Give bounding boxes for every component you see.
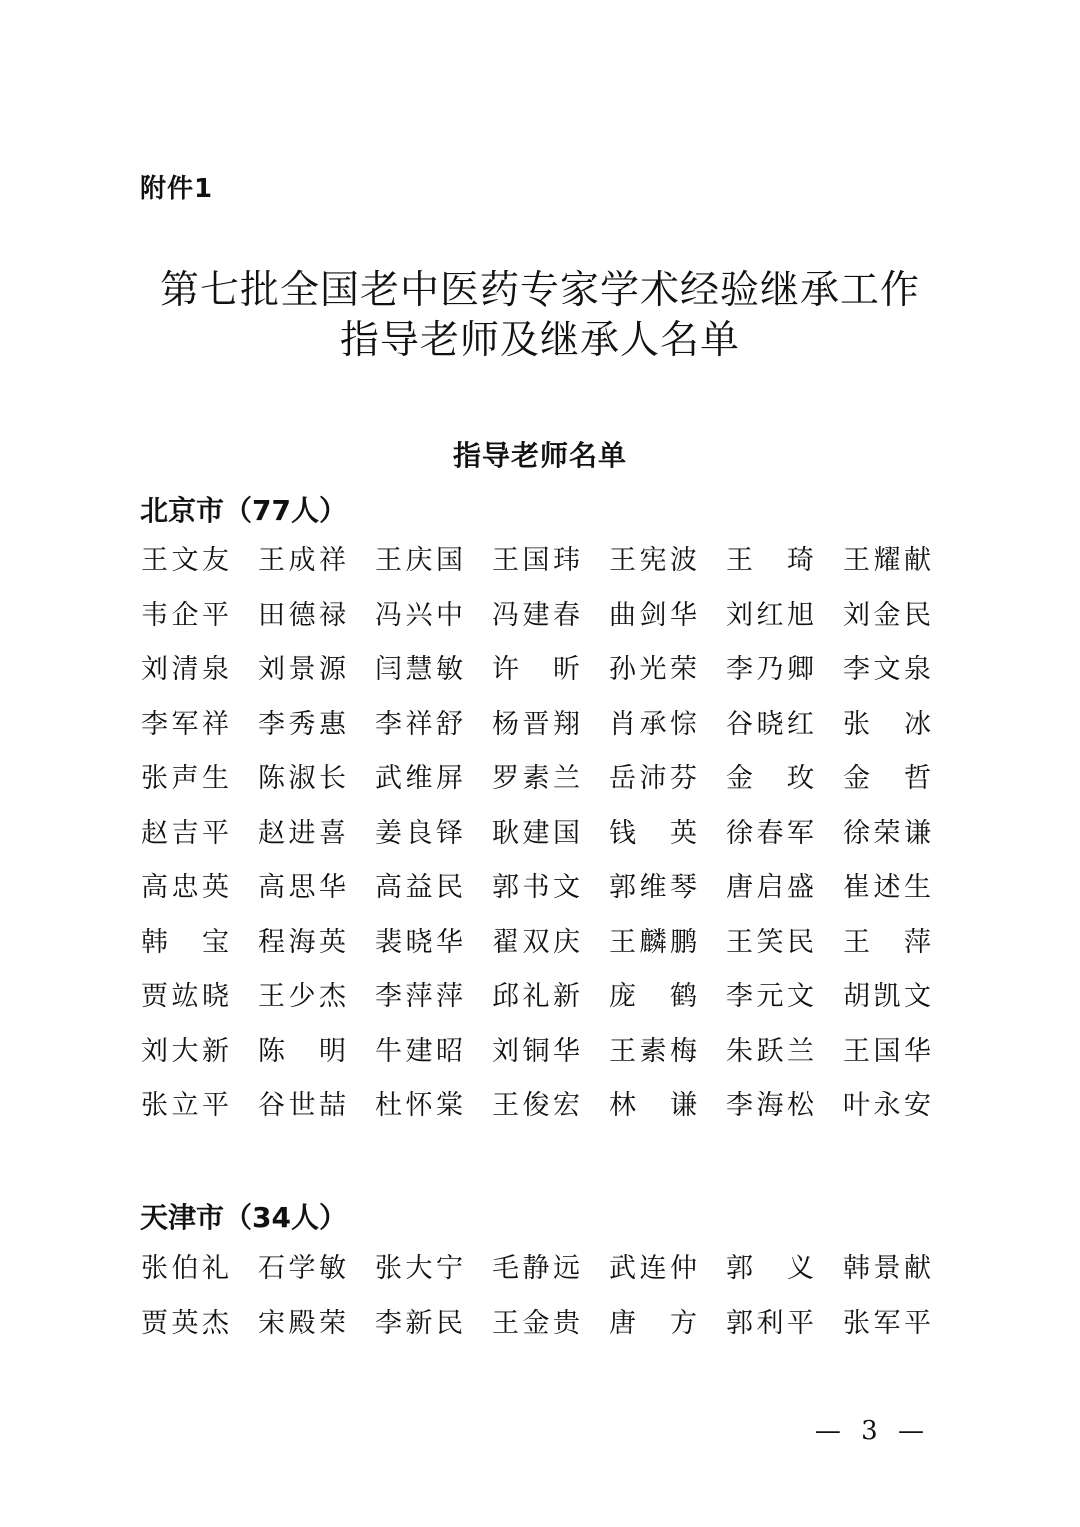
name-entry: 陈淑长: [258, 763, 346, 794]
name-entry: 田德禄: [258, 599, 346, 631]
name-entry: 崔述生: [843, 872, 931, 903]
name-entry: 张军平: [843, 1307, 931, 1339]
name-entry: 李军祥: [141, 708, 229, 740]
name-entry: 岳沛芬: [609, 763, 697, 794]
name-entry: 庞 鹤: [609, 981, 697, 1012]
name-entry: 王国玮: [492, 545, 580, 576]
name-entry: 张 冰: [843, 708, 931, 740]
name-entry: 姜良铎: [375, 817, 463, 849]
name-entry: 刘景源: [258, 654, 346, 685]
name-entry: 叶永安: [843, 1090, 931, 1121]
name-entry: 武连仲: [609, 1253, 697, 1284]
name-entry: 韩景献: [843, 1253, 931, 1284]
name-entry: 张立平: [141, 1090, 229, 1121]
name-entry: 李新民: [375, 1307, 463, 1339]
name-entry: 冯建春: [492, 599, 580, 631]
name-entry: 高益民: [375, 872, 463, 903]
name-entry: 王 萍: [843, 926, 931, 958]
name-entry: 朱跃兰: [726, 1035, 814, 1067]
name-entry: 韩 宝: [141, 926, 229, 958]
name-entry: 王耀献: [843, 545, 931, 576]
name-entry: 王庆国: [375, 545, 463, 576]
name-entry: 武维屏: [375, 763, 463, 794]
name-entry: 张大宁: [375, 1253, 463, 1284]
name-entry: 王文友: [141, 545, 229, 576]
name-entry: 王麟鹏: [609, 926, 697, 958]
section-heading-mentor-list: 指导老师名单: [452, 439, 627, 472]
region-heading-beijing: 北京市（77人）: [140, 494, 347, 527]
name-entry: 王少杰: [258, 981, 346, 1012]
name-entry: 程海英: [258, 926, 346, 958]
name-entry: 金 玫: [726, 763, 814, 794]
attachment-label: 附件1: [140, 174, 214, 204]
name-entry: 李乃卿: [726, 654, 814, 685]
name-entry: 王金贵: [492, 1307, 580, 1339]
name-entry: 牛建昭: [375, 1035, 463, 1067]
name-entry: 王素梅: [609, 1035, 697, 1067]
name-entry: 张声生: [141, 763, 229, 794]
name-entry: 钱 英: [609, 817, 697, 849]
name-grid-beijing: [141, 534, 931, 1134]
name-entry: 邱礼新: [492, 981, 580, 1012]
name-entry: 肖承悰: [609, 708, 697, 740]
document-title-line-2: 指导老师及继承人名单: [339, 318, 740, 363]
name-entry: 曲剑华: [609, 599, 697, 631]
name-entry: 宋殿荣: [258, 1307, 346, 1339]
name-entry: 刘清泉: [141, 654, 229, 685]
name-entry: 徐春军: [726, 817, 814, 849]
name-entry: 刘金民: [843, 599, 931, 631]
name-entry: 郭利平: [726, 1307, 814, 1339]
name-entry: 刘铜华: [492, 1035, 580, 1067]
name-entry: 翟双庆: [492, 926, 580, 958]
document-title-line-1: 第七批全国老中医药专家学术经验继承工作: [159, 268, 920, 313]
name-entry: 闫慧敏: [375, 654, 463, 685]
name-entry: 贾英杰: [141, 1307, 229, 1339]
name-grid-tianjin: [141, 1242, 931, 1351]
name-entry: 王宪波: [609, 545, 697, 576]
name-entry: 郭 义: [726, 1253, 814, 1284]
name-entry: 刘大新: [141, 1035, 229, 1067]
name-entry: 王笑民: [726, 926, 814, 958]
name-entry: 李海松: [726, 1090, 814, 1121]
name-entry: 毛静远: [492, 1253, 580, 1284]
name-entry: 裴晓华: [375, 926, 463, 958]
name-entry: 王成祥: [258, 545, 346, 576]
name-entry: 罗素兰: [492, 763, 580, 794]
name-entry: 郭维琴: [609, 872, 697, 903]
name-entry: 李祥舒: [375, 708, 463, 740]
name-entry: 王国华: [843, 1035, 931, 1067]
name-entry: 贾竑晓: [141, 981, 229, 1012]
name-entry: 金 哲: [843, 763, 931, 794]
name-entry: 王俊宏: [492, 1090, 580, 1121]
name-entry: 石学敏: [258, 1253, 346, 1284]
name-entry: 唐 方: [609, 1307, 697, 1339]
name-entry: 胡凯文: [843, 981, 931, 1012]
name-entry: 唐启盛: [726, 872, 814, 903]
name-entry: 陈 明: [258, 1035, 346, 1067]
name-entry: 谷世喆: [258, 1090, 346, 1121]
name-entry: 李秀惠: [258, 708, 346, 740]
name-entry: 许 昕: [492, 654, 580, 685]
name-entry: 杨晋翔: [492, 708, 580, 740]
region-heading-tianjin: 天津市（34人）: [140, 1201, 347, 1234]
name-entry: 赵吉平: [141, 817, 229, 849]
name-entry: 李萍萍: [375, 981, 463, 1012]
name-entry: 林 谦: [609, 1090, 697, 1121]
name-entry: 韦企平: [141, 599, 229, 631]
name-entry: 耿建国: [492, 817, 580, 849]
name-entry: 冯兴中: [375, 599, 463, 631]
name-entry: 王 琦: [726, 545, 814, 576]
name-entry: 孙光荣: [609, 654, 697, 685]
name-entry: 李文泉: [843, 654, 931, 685]
name-entry: 高忠英: [141, 872, 229, 903]
name-entry: 杜怀棠: [375, 1090, 463, 1121]
name-entry: 徐荣谦: [843, 817, 931, 849]
name-entry: 郭书文: [492, 872, 580, 903]
name-entry: 刘红旭: [726, 599, 814, 631]
name-entry: 张伯礼: [141, 1253, 229, 1284]
name-entry: 高思华: [258, 872, 346, 903]
page-number: — 3 —: [814, 1416, 930, 1446]
name-entry: 李元文: [726, 981, 814, 1012]
name-entry: 赵进喜: [258, 817, 346, 849]
name-entry: 谷晓红: [726, 708, 814, 740]
